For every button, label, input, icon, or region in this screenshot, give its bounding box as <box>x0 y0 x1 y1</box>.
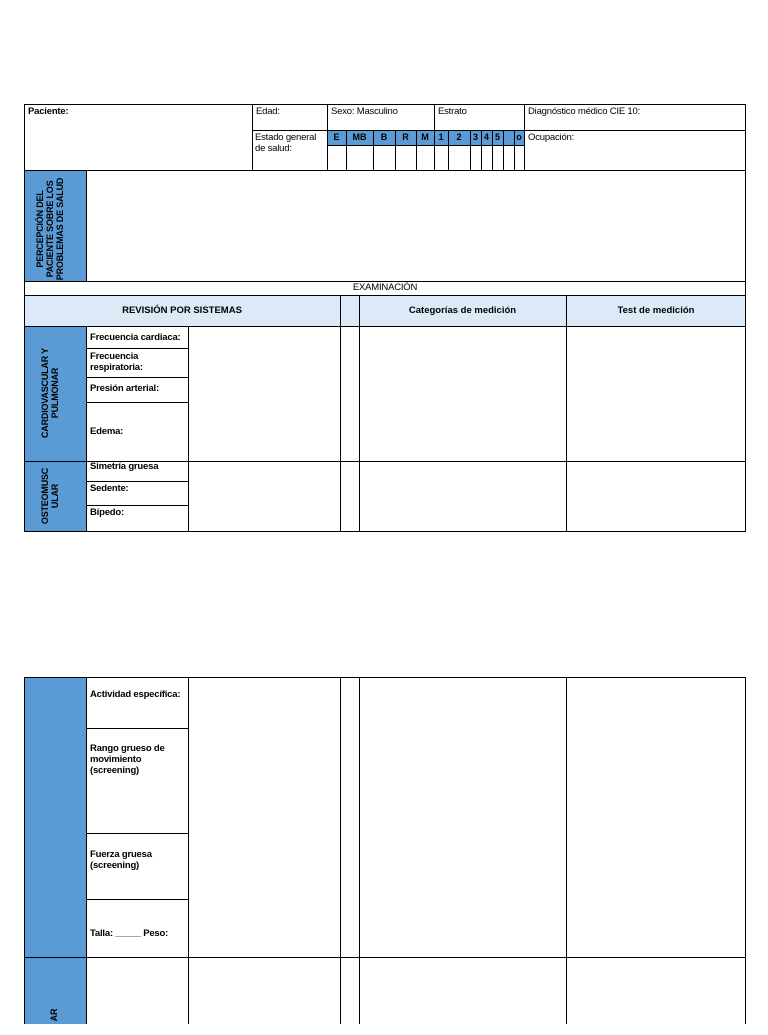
diagnosis-label: Diagnóstico médico CIE 10: <box>528 106 641 117</box>
health-scale-b[interactable]: B <box>380 132 388 142</box>
health-scale-e[interactable]: E <box>333 132 340 142</box>
height-weight-label: Talla: _____ Peso: <box>90 928 169 939</box>
stratum-o[interactable]: o <box>516 132 522 142</box>
edema-label: Edema: <box>90 426 124 437</box>
stratum-4[interactable]: 4 <box>483 132 489 142</box>
stratum-label: Estrato <box>438 106 467 117</box>
stratum-1[interactable]: 1 <box>438 132 444 142</box>
col-categories-header: Categorías de medición <box>408 305 517 316</box>
blood-pressure-label: Presión arterial: <box>90 383 159 394</box>
gross-strength-label: Fuerza gruesa (screening) <box>90 849 152 871</box>
patient-label: Paciente: <box>28 106 69 117</box>
patient-form-top <box>24 104 746 532</box>
stratum-3[interactable]: 3 <box>472 132 478 142</box>
osteo-label: OSTEOMUSC ULAR <box>40 467 60 525</box>
age-label: Edad: <box>256 106 280 117</box>
gross-symmetry-label: Simetría gruesa <box>90 461 159 472</box>
sex-label: Sexo: Masculino <box>331 106 398 117</box>
respiratory-rate-label: Frecuencia respiratoria: <box>90 351 143 373</box>
health-state-label: Estado general de salud: <box>255 132 317 154</box>
gross-range-label: Rango grueso de movimiento (screening) <box>90 743 165 776</box>
health-scale-r[interactable]: R <box>402 132 409 142</box>
stratum-2[interactable]: 2 <box>456 132 462 142</box>
occupation-label: Ocupación: <box>528 132 575 143</box>
col-tests-header: Test de medición <box>617 305 695 316</box>
health-scale-m[interactable]: M <box>421 132 429 142</box>
sitting-label: Sedente: <box>90 483 129 494</box>
section-band-1 <box>24 677 86 957</box>
col-systems-header: REVISIÓN POR SISTEMAS <box>122 305 242 316</box>
bottom-section-label: AR <box>49 1008 59 1022</box>
heart-rate-label: Frecuencia cardiaca: <box>90 332 181 343</box>
perception-label: PERCEPCIÓN DEL PACIENTE SOBRE LOS PROBLEMAS DE SALUD <box>35 177 65 281</box>
standing-label: Bípedo: <box>90 507 124 518</box>
specific-activity-label: Actividad específica: <box>90 689 181 700</box>
health-scale-mb[interactable]: MB <box>352 132 367 142</box>
patient-form-bottom <box>24 677 746 1024</box>
examination-title: EXAMINACIÓN <box>352 282 418 293</box>
stratum-5[interactable]: 5 <box>494 132 500 142</box>
cardio-label: CARDIOVASCULAR Y PULMONAR <box>40 348 60 438</box>
